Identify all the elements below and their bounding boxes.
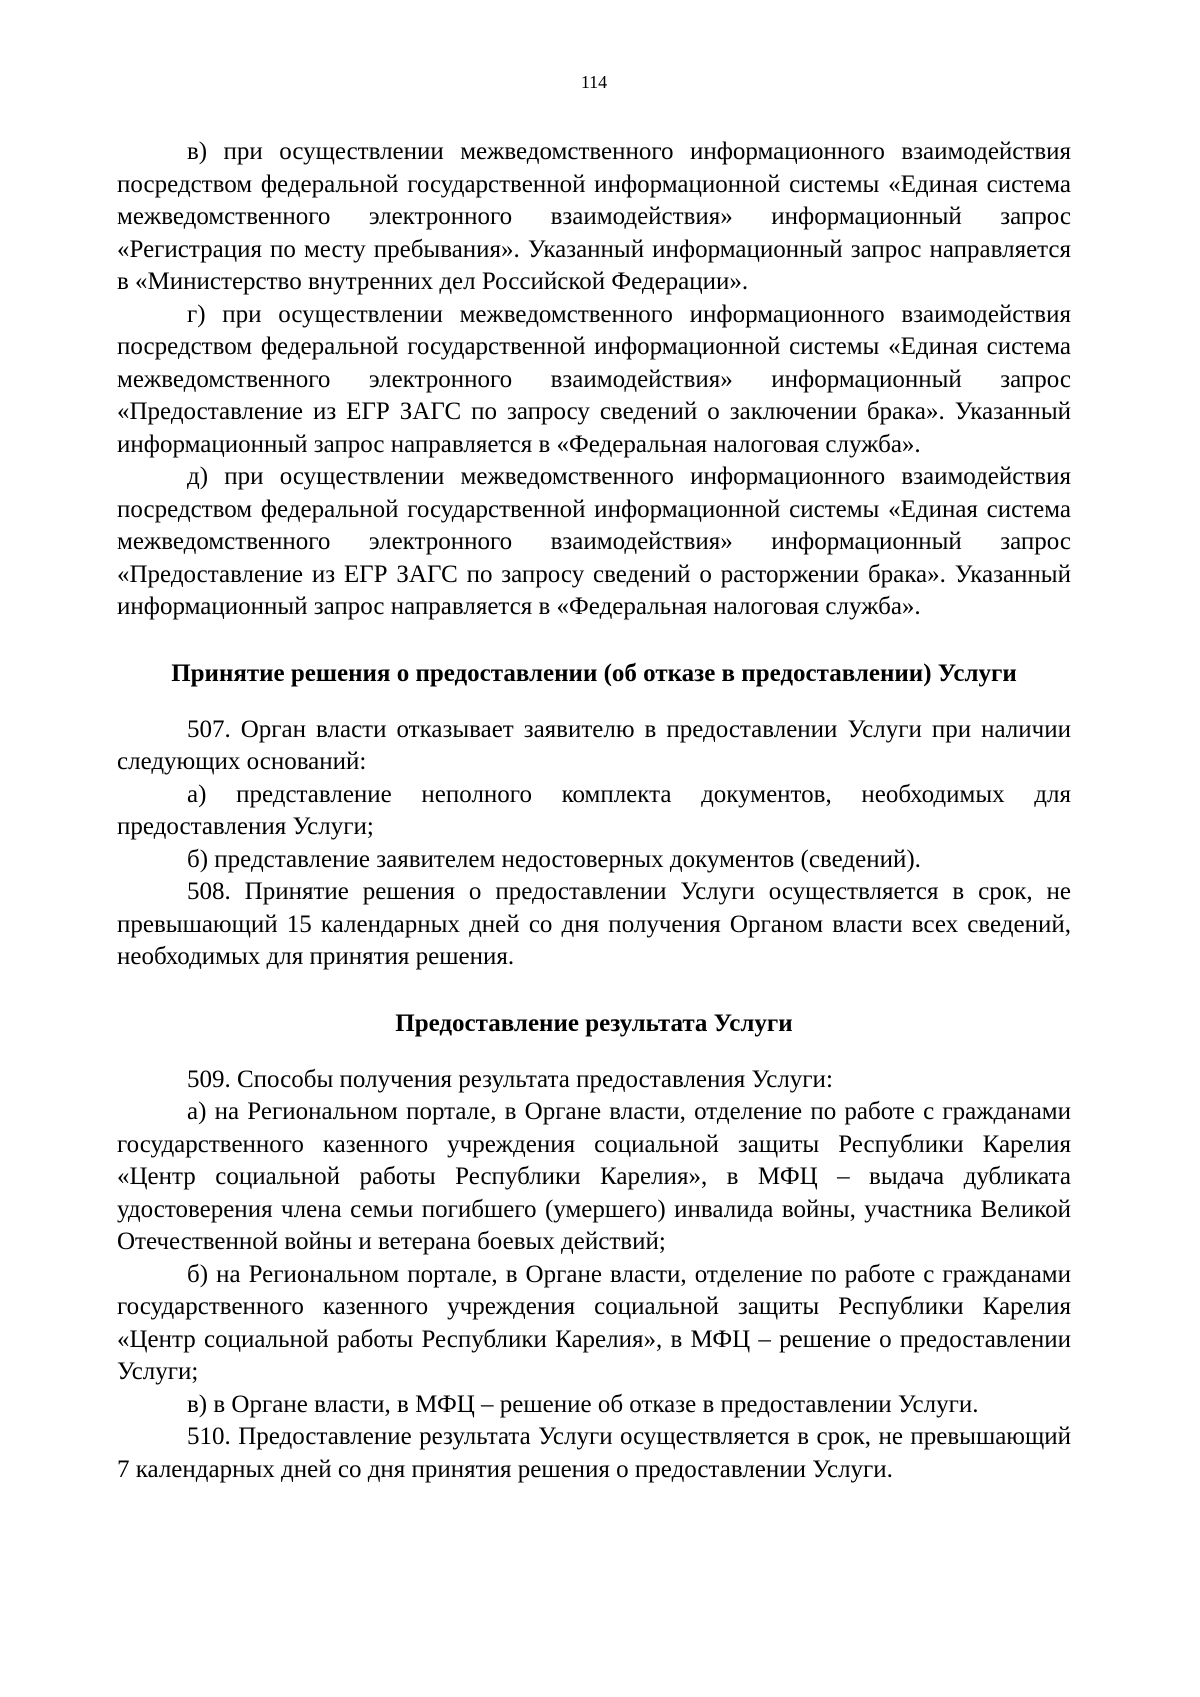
section-decision bbox=[117, 714, 1071, 974]
paragraph-509-v: в) в Органе власти, в МФЦ – решение об отказе в предоставлении Услуги. bbox=[187, 1390, 979, 1418]
paragraph-507: 507. Орган власти отказывает заявителю в предоставлении Услуги при наличии следующих оснований: bbox=[117, 715, 1071, 775]
section-result bbox=[117, 1064, 1071, 1487]
paragraph-509-a: а) на Региональном портале, в Органе власти, отделение по работе с гражданами государственного казенного учреждения социальной защиты Республики Карелия «Центр социальной работы Республики Карелия», в МФЦ – выдача дубликата удостоверения члена семьи погибшего (умершего) инвалида войны, участника Великой Отечественной войны и ветерана боевых действий; bbox=[117, 1098, 1071, 1255]
paragraph-507-b: б) представление заявителем недостоверных документов (сведений). bbox=[187, 845, 921, 873]
heading-decision: Принятие решения о предоставлении (об отказе в предоставлении) Услуги bbox=[171, 659, 1017, 687]
paragraph-request-g: г) при осуществлении межведомственного информационного взаимодействия посредством федеральной государственной информационной системы «Единая система межведомственного электронного взаимодействия» информационный запрос «Предоставление из ЕГР ЗАГС по запросу сведений о заключении брака». Указанный информационный запрос направляется в «Федеральная налоговая служба». bbox=[117, 300, 1071, 458]
paragraph-508: 508. Принятие решения о предоставлении Услуги осуществляется в срок, не превышающий 15 календарных дней со дня получения Органом власти всех сведений, необходимых для принятия решения. bbox=[117, 878, 1071, 970]
page-number: 114 bbox=[580, 72, 608, 92]
section-interagency-requests bbox=[117, 136, 1071, 624]
paragraph-509: 509. Способы получения результата предоставления Услуги: bbox=[187, 1065, 833, 1093]
heading-result: Предоставление результата Услуги bbox=[395, 1009, 793, 1037]
paragraph-request-d: д) при осуществлении межведомственного информационного взаимодействия посредством федеральной государственной информационной системы «Единая система межведомственного электронного взаимодействия» информационный запрос «Предоставление из ЕГР ЗАГС по запросу сведений о расторжении брака». Указанный информационный запрос направляется в «Федеральная налоговая служба». bbox=[117, 463, 1071, 620]
paragraph-510: 510. Предоставление результата Услуги осуществляется в срок, не превышающий 7 календарных дней со дня принятия решения о предоставлении Услуги. bbox=[117, 1423, 1071, 1483]
paragraph-509-b: б) на Региональном портале, в Органе власти, отделение по работе с гражданами государственного казенного учреждения социальной защиты Республики Карелия «Центр социальной работы Республики Карелия», в МФЦ – решение о предоставлении Услуги; bbox=[117, 1260, 1071, 1385]
paragraph-507-a: а) представление неполного комплекта документов, необходимых для предоставления Услуги; bbox=[117, 780, 1071, 840]
paragraph-request-v: в) при осуществлении межведомственного информационного взаимодействия посредством федеральной государственной информационной системы «Единая система межведомственного электронного взаимодействия» информационный запрос «Регистрация по месту пребывания». Указанный информационный запрос направляется в «Министерство внутренних дел Российской Федерации». bbox=[117, 138, 1071, 295]
